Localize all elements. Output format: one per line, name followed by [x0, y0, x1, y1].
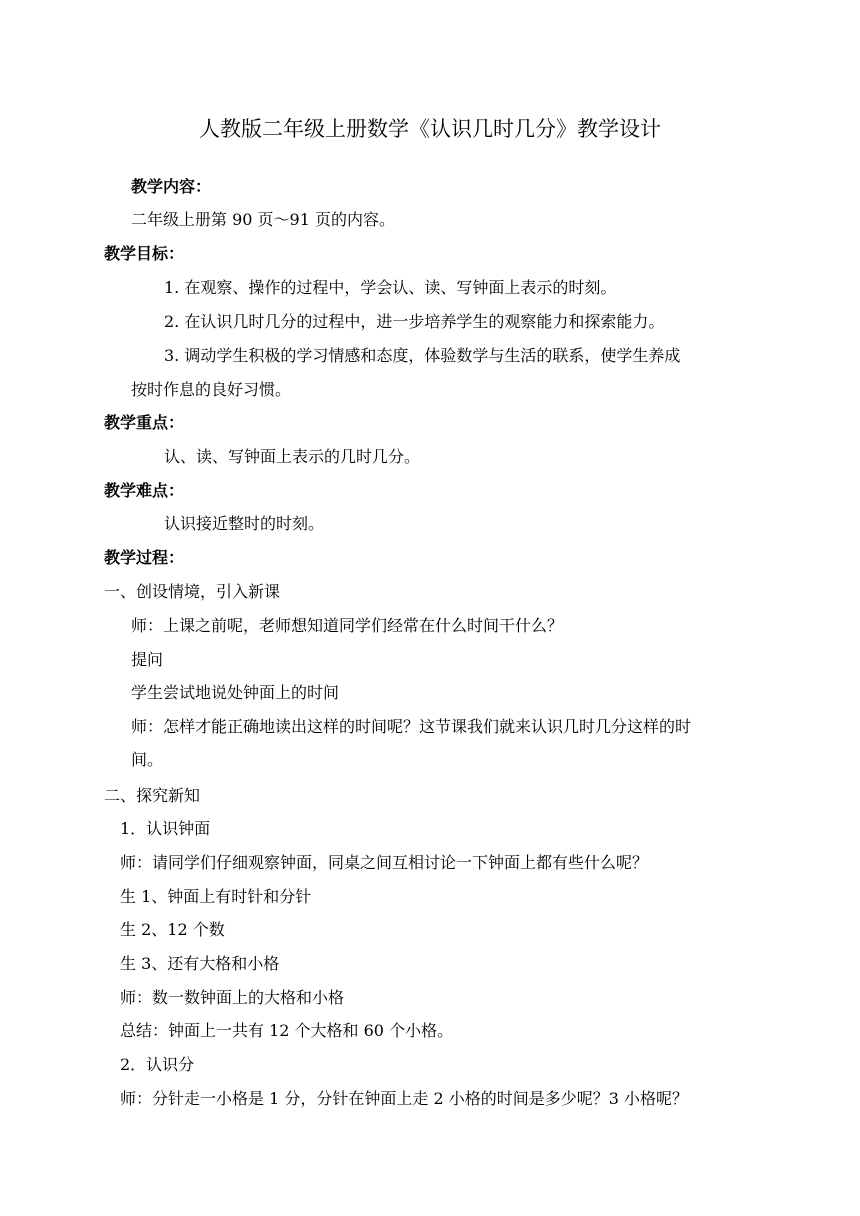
section-heading-content: 教学内容：: [131, 177, 212, 196]
part1-line: 师：怎样才能正确地读出这样的时间呢？这节课我们就来认识几时几分这样的时: [131, 717, 692, 736]
part1-line: 师：上课之前呢，老师想知道同学们经常在什么时间干什么？: [131, 616, 564, 635]
content-text: 二年级上册第 90 页～91 页的内容。: [131, 210, 395, 229]
part1-line: 间。: [131, 750, 164, 769]
section-heading-difficulties: 教学难点：: [104, 481, 185, 500]
part2-sub1-line: 师：数一数钟面上的大格和小格: [120, 988, 345, 1007]
part1-line: 提问: [131, 650, 164, 669]
section-heading-goals: 教学目标：: [104, 244, 185, 263]
part2-sub1-line: 生 1、钟面上有时针和分针: [120, 887, 312, 906]
goal-item-continuation: 按时作息的良好习惯。: [131, 380, 292, 399]
document-title: 人教版二年级上册数学《认识几时几分》教学设计: [199, 117, 661, 141]
part2-sub1-line: 生 3、还有大格和小格: [120, 954, 280, 973]
goal-item: 2. 在认识几时几分的过程中，进一步培养学生的观察能力和探索能力。: [164, 312, 665, 331]
key-points-text: 认、读、写钟面上表示的几时几分。: [164, 447, 421, 466]
part2-sub1-line: 总结：钟面上一共有 12 个大格和 60 个小格。: [120, 1021, 454, 1040]
goal-item: 1. 在观察、操作的过程中，学会认、读、写钟面上表示的时刻。: [164, 278, 617, 297]
part2-heading: 二、探究新知: [104, 786, 201, 805]
part1-line: 学生尝试地说处钟面上的时间: [131, 683, 340, 702]
difficulties-text: 认识接近整时的时刻。: [164, 514, 325, 533]
section-heading-process: 教学过程：: [104, 548, 185, 567]
section-heading-key-points: 教学重点：: [104, 413, 185, 432]
part2-sub1-line: 生 2、12 个数: [120, 920, 225, 939]
part2-sub1-line: 师：请同学们仔细观察钟面，同桌之间互相讨论一下钟面上都有些什么呢？: [120, 853, 649, 872]
goal-item: 3. 调动学生积极的学习情感和态度，体验数学与生活的联系，使学生养成: [164, 346, 681, 365]
part2-sub1-heading: 1．认识钟面: [120, 819, 211, 838]
part2-sub2-line: 师：分针走一小格是 1 分，分针在钟面上走 2 小格的时间是多少呢？3 小格呢？: [120, 1089, 688, 1108]
part2-sub2-heading: 2．认识分: [120, 1055, 195, 1074]
part1-heading: 一、创设情境，引入新课: [104, 582, 281, 601]
